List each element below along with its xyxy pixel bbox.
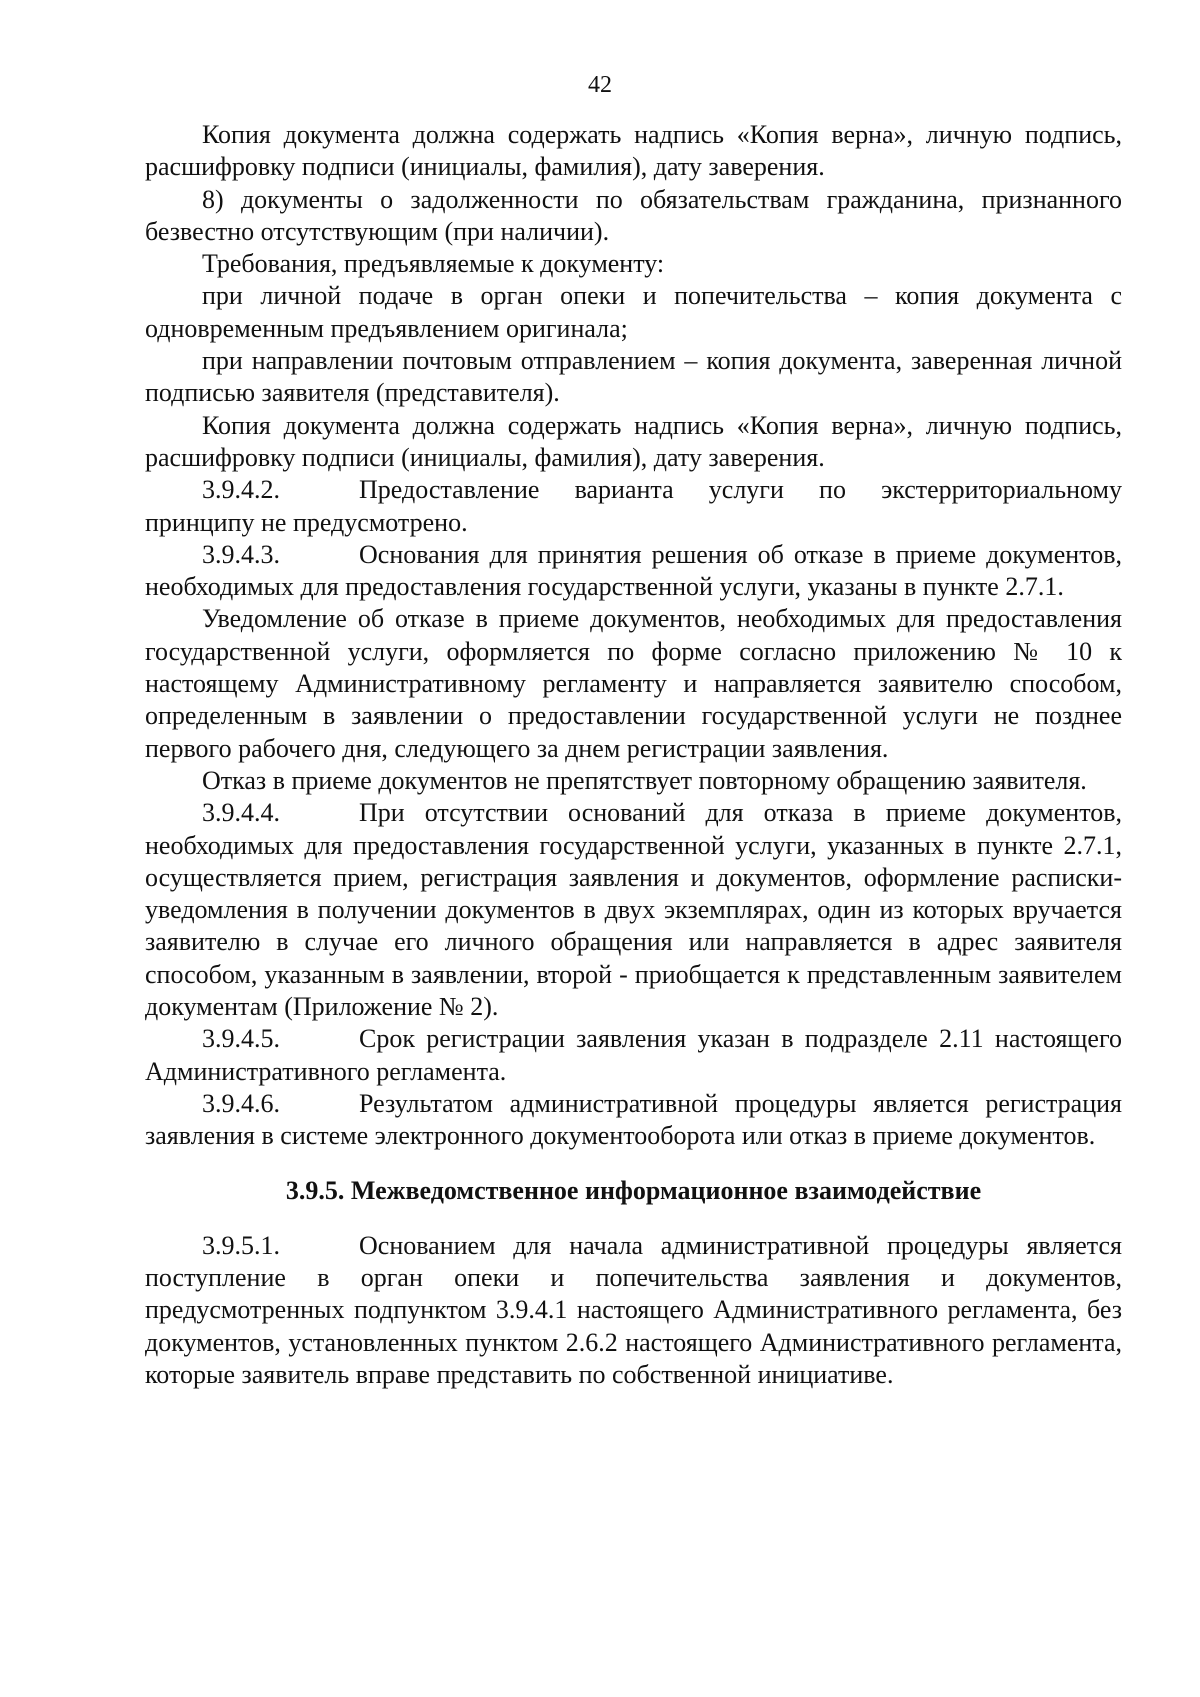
numbered-paragraph <box>145 1088 1122 1153</box>
paragraph: Копия документа должна содержать надпись «Копия верна», личную подпись, расшифровку подписи (инициалы, фамилия), дату заверения. <box>145 120 1122 182</box>
clause-number: 3.9.4.6. <box>202 1088 280 1118</box>
paragraph: Уведомление об отказе в приеме документов, необходимых для предоставления государственной услуги, оформляется по форме согласно приложению № 10 к настоящему Административному регламенту и направляется заявителю способом, определенным в заявлении о предоставлении государственной услуги не позднее первого рабочего дня, следующего за днем регистрации заявления. <box>145 604 1122 763</box>
clause-text: Результатом административной процедуры является регистрация заявления в системе электронного документооборота или отказ в приеме документов. <box>145 1088 1122 1151</box>
clause-number: 3.9.4.3. <box>202 539 280 569</box>
numbered-paragraph <box>145 1230 1122 1391</box>
paragraph: Копия документа должна содержать надпись «Копия верна», личную подпись, расшифровку подписи (инициалы, фамилия), дату заверения. <box>145 410 1122 472</box>
clause-text: Основанием для начала административной процедуры является поступление в орган опеки и попечительства заявления и документов, предусмотренных подпунктом 3.9.4.1 настоящего Административного регламента, без документов, установленных пунктом 2.6.2 настоящего Административного регламента, которые заявитель вправе представить по собственной инициативе. <box>145 1230 1122 1389</box>
clause-number: 3.9.4.2. <box>202 475 280 505</box>
clause-number: 3.9.4.4. <box>202 798 280 828</box>
paragraph: при личной подаче в орган опеки и попечительства – копия документа с одновременным предъявлением оригинала; <box>145 281 1122 343</box>
numbered-paragraph <box>145 797 1122 1023</box>
clause-text: Срок регистрации заявления указан в подразделе 2.11 настоящего Административного регламента. <box>145 1024 1122 1086</box>
numbered-paragraph <box>145 539 1122 604</box>
section-heading: 3.9.5. Межведомственное информационное взаимодействие <box>285 1175 982 1205</box>
clause-text: Предоставление варианта услуги по экстерриториальному принципу не предусмотрено. <box>145 475 1122 537</box>
numbered-paragraph <box>145 1023 1122 1088</box>
clause-text: Основания для принятия решения об отказе в приеме документов, необходимых для предоставления государственной услуги, указаны в пункте 2.7.1. <box>145 539 1122 602</box>
clause-text: При отсутствии оснований для отказа в приеме документов, необходимых для предоставления государственной услуги, указанных в пункте 2.7.1, осуществляется прием, регистрация заявления и документов, оформление расписки-уведомления в получении документов в двух экземплярах, один из которых вручается заявителю в случае его личного обращения или направляется в адрес заявителя способом, указанным в заявлении, второй - приобщается к представленным заявителем документам (Приложение № 2). <box>145 798 1122 1022</box>
paragraph: Отказ в приеме документов не препятствует повторному обращению заявителя. <box>202 765 1087 795</box>
document-body <box>145 119 1122 1391</box>
clause-number: 3.9.5.1. <box>202 1230 280 1260</box>
paragraph: при направлении почтовым отправлением – копия документа, заверенная личной подписью заявителя (представителя). <box>145 346 1122 408</box>
paragraph: 8) документы о задолженности по обязательствам гражданина, признанного безвестно отсутствующим (при наличии). <box>145 184 1122 246</box>
clause-number: 3.9.4.5. <box>202 1024 280 1054</box>
numbered-paragraph <box>145 474 1122 539</box>
page-number: 42 <box>588 72 612 98</box>
paragraph: Требования, предъявляемые к документу: <box>202 249 665 279</box>
